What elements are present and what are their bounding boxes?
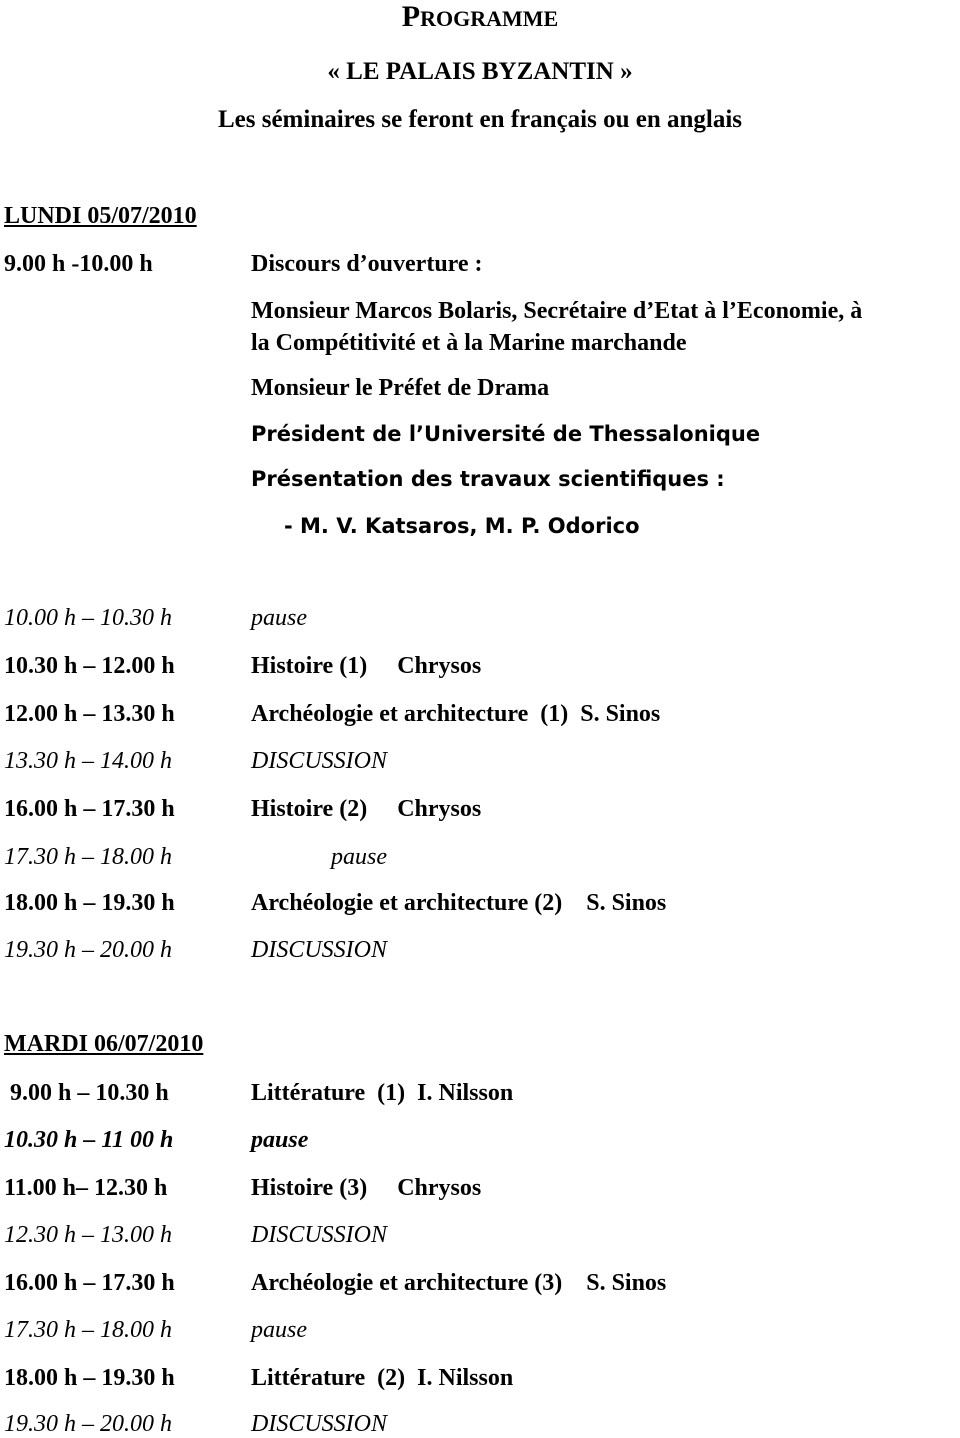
opening-speaker3: Président de l’Université de Thessalonique: [251, 422, 761, 446]
session-time: 10.30 h – 12.00 h: [4, 653, 175, 679]
opening-speaker1-line2: la Compétitivité et à la Marine marchande: [251, 330, 687, 356]
title-initial: P: [401, 0, 421, 33]
session-time: 10.00 h – 10.30 h: [4, 605, 172, 631]
program-subtitle: « LE PALAIS BYZANTIN »: [327, 58, 633, 85]
session-activity: Histoire (1) Chrysos: [251, 653, 482, 679]
opening-presentation: Présentation des travaux scientifiques :: [251, 467, 725, 491]
session-activity: Archéologie et architecture (3) S. Sinos: [251, 1270, 667, 1296]
session-time: 10.30 h – 11 00 h: [4, 1127, 174, 1153]
opening-title: Discours d’ouverture :: [251, 251, 483, 277]
session-time: 17.30 h – 18.00 h: [4, 1317, 172, 1343]
session-activity: pause: [251, 1317, 307, 1343]
opening-time: 9.00 h -10.00 h: [4, 251, 153, 277]
opening-speaker1-line1: Monsieur Marcos Bolaris, Secrétaire d’Etat à l’Economie, à: [251, 298, 863, 324]
day1-heading: LUNDI 05/07/2010: [4, 203, 197, 229]
session-time: 16.00 h – 17.30 h: [4, 1270, 175, 1296]
session-time: 9.00 h – 10.30 h: [10, 1080, 169, 1106]
page-title: [0, 0, 960, 34]
session-activity: Littérature (2) I. Nilsson: [251, 1365, 514, 1391]
session-time: 12.30 h – 13.00 h: [4, 1222, 172, 1248]
session-activity: pause: [251, 605, 307, 631]
session-activity: Histoire (3) Chrysos: [251, 1175, 482, 1201]
session-time: 16.00 h – 17.30 h: [4, 796, 175, 822]
session-time: 19.30 h – 20.00 h: [4, 1411, 172, 1437]
opening-speaker2: Monsieur le Préfet de Drama: [251, 375, 550, 401]
session-time: 17.30 h – 18.00 h: [4, 844, 172, 870]
session-time: 12.00 h – 13.30 h: [4, 701, 175, 727]
session-activity: DISCUSSION: [251, 748, 387, 774]
opening-presenters: - M. V. Katsaros, M. P. Odorico: [284, 514, 640, 538]
session-activity: Histoire (2) Chrysos: [251, 796, 482, 822]
session-activity: Archéologie et architecture (2) S. Sinos: [251, 890, 667, 916]
session-time: 11.00 h– 12.30 h: [4, 1175, 168, 1201]
session-activity: Archéologie et architecture (1) S. Sinos: [251, 701, 661, 727]
language-note: Les séminaires se feront en français ou en anglais: [217, 106, 743, 133]
session-activity: DISCUSSION: [251, 937, 387, 963]
title-rest: ROGRAMME: [420, 6, 559, 31]
session-time: 18.00 h – 19.30 h: [4, 1365, 175, 1391]
session-activity: DISCUSSION: [251, 1411, 387, 1437]
session-activity: pause: [331, 844, 387, 870]
session-activity: Littérature (1) I. Nilsson: [251, 1080, 514, 1106]
session-time: 19.30 h – 20.00 h: [4, 937, 172, 963]
session-activity: DISCUSSION: [251, 1222, 387, 1248]
session-time: 13.30 h – 14.00 h: [4, 748, 172, 774]
session-activity: pause: [251, 1127, 309, 1153]
day2-heading: MARDI 06/07/2010: [4, 1031, 204, 1057]
session-time: 18.00 h – 19.30 h: [4, 890, 175, 916]
